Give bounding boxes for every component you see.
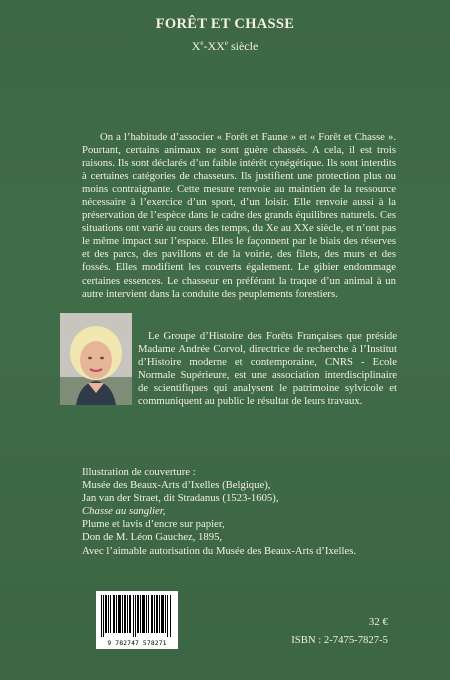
credit-line: Plume et lavis d’encre sur papier, <box>82 518 225 531</box>
price: 32 € <box>368 616 388 628</box>
summary-paragraph: On a l’habitude d’associer « Forêt et Faune » et « Forêt et Chasse ». Pourtant, certains animaux ne sont guère chassés. A cela, il est trois raisons. Ils sont déclarés d’un faible intérêt cynégétique. Ils sont interdits à certaines catégories de chasseurs. Ils justifient une protection plus ou moins contraignante. Cette mesure renvoie au maintien de la ressource nécessaire à l’exercice d’un sport, d’un loisir. Elle renvoie aussi à la préservation de l’espèce dans le cadre des grands équilibres naturels. Ces situations ont varié au cours des temps, du Xe au XXe siècle, et n’ont pas le même impact sur l’espace. Elles le façonnent par le biais des réserves et des parcs, des pavillons et de la voirie, des filets, des murs et des fossés. Elles modifient les couverts également. Le gibier endommage certaines essences. Le chasseur en préférant la traque d’un animal à un autre intervient dans la conduite des peuplements forestiers. <box>82 131 397 300</box>
association-paragraph: Le Groupe d’Histoire des Forêts Françaises que préside Madame Andrée Corvol, directrice de recherche à l’Institut d’Histoire moderne et contemporaine, CNRS - Ecole Normale Supérieure, est une association interdisciplinaire de scientifiques qui analysent le patrimoine sylvicole et communiquent au public le résultat de leurs travaux. <box>138 330 397 408</box>
credit-line: Avec l’aimable autorisation du Musée des Beaux-Arts d’Ixelles. <box>82 544 357 557</box>
illustration-credits <box>82 466 412 558</box>
credit-artwork-title: Chasse au sanglier, <box>82 505 166 518</box>
credit-line: Illustration de couverture : <box>82 466 196 478</box>
author-portrait <box>60 313 132 405</box>
barcode-bars <box>100 595 174 637</box>
subtitle-to-sup: e <box>224 39 228 47</box>
subtitle-dash: - <box>203 39 208 53</box>
credit-line: Musée des Beaux-Arts d’Ixelles (Belgique), <box>82 479 271 492</box>
subtitle-from-sup: e <box>200 39 204 47</box>
portrait-image <box>60 313 132 405</box>
credit-line: Jan van der Straet, dit Stradanus (1523-1605), <box>82 492 279 505</box>
book-subtitle <box>0 39 450 54</box>
credit-line: Don de M. Léon Gauchez, 1895, <box>82 531 223 544</box>
barcode <box>96 591 178 649</box>
book-title: FORÊT ET CHASSE <box>155 16 295 32</box>
barcode-number: 9 782747 578271 <box>107 639 167 647</box>
subtitle-to: XX <box>207 39 225 53</box>
isbn: ISBN : 2-7475-7827-5 <box>291 634 388 646</box>
subtitle-from: X <box>191 39 201 53</box>
subtitle-word: siècle <box>227 39 259 53</box>
